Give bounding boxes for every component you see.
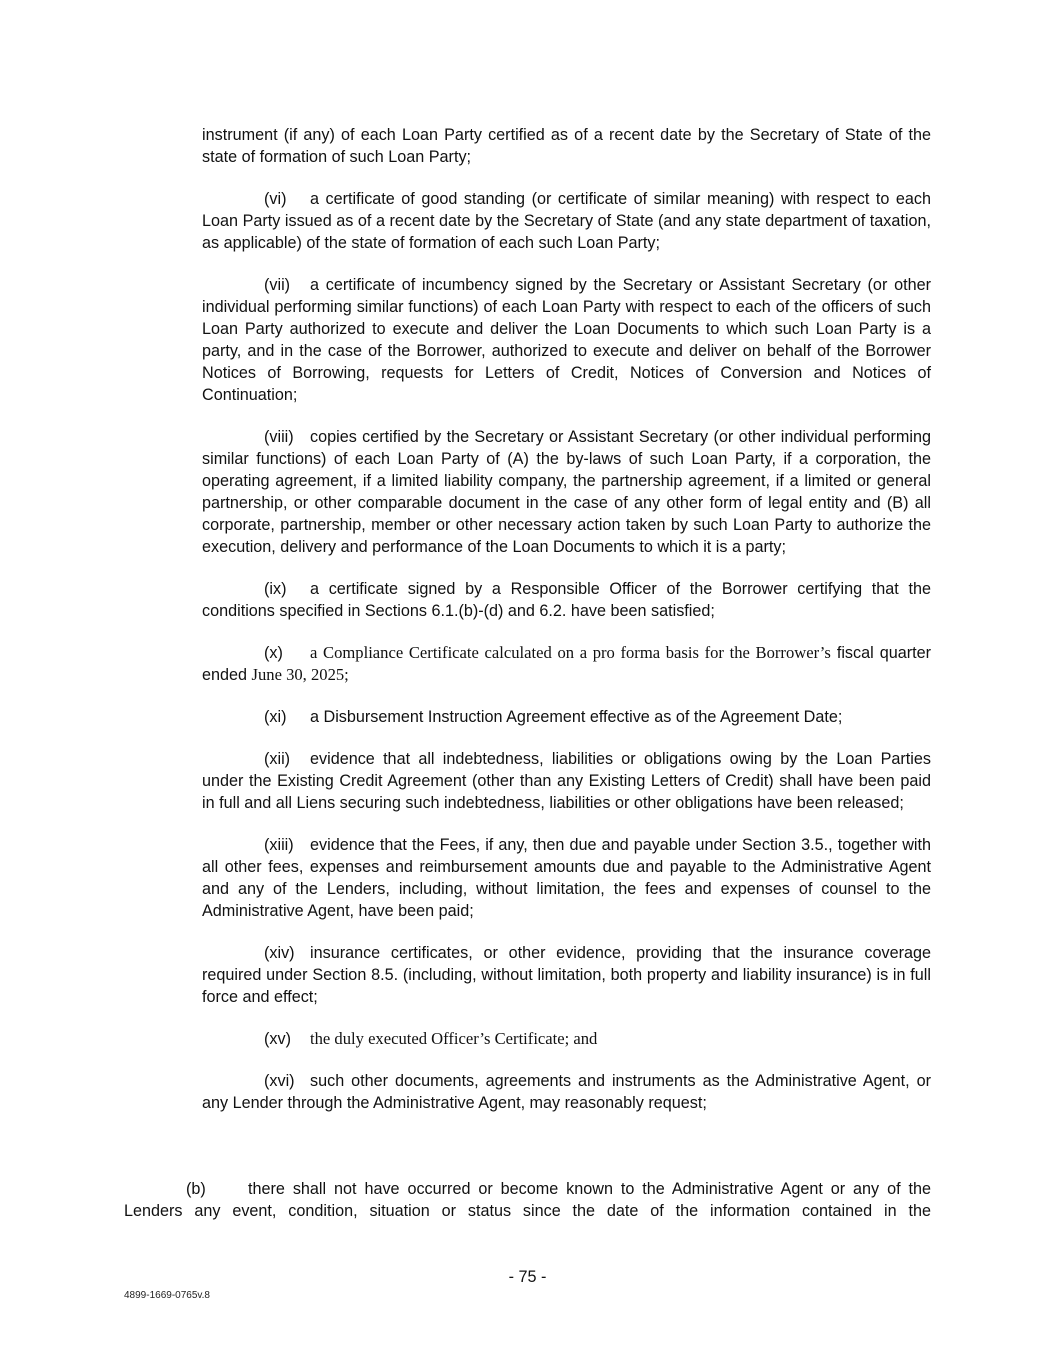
item-text: a certificate of incumbency signed by the Secretary or Assistant Secretary (or other individual performing similar functions) of each Loan Party with respect to each of the officers of such Loan Party authorized to execute and deliver the Loan Documents to which such Loan Party is a party, and in the case of the Borrower, authorized to execute and deliver on behalf of the Borrower Notices of Borrowing, requests for Letters of Credit, Notices of Conversion and Notices of Continuation;: [202, 276, 931, 404]
item-xi: [202, 706, 931, 728]
item-text: a certificate of good standing (or certificate of similar meaning) with respect to each Loan Party issued as of a recent date by the Secretary of State (and any state department of taxation, as applicable) of the state of formation of each such Loan Party;: [202, 190, 931, 252]
clause-number: (b): [186, 1180, 206, 1198]
item-text: insurance certificates, or other evidence, providing that the insurance coverage required under Section 8.5. (including, without limitation, both property and liability insurance) is in full force and effect;: [202, 944, 931, 1006]
item-text: evidence that all indebtedness, liabilities or obligations owing by the Loan Parties under the Existing Credit Agreement (other than any Existing Letters of Credit) shall have been paid in full and all Liens securing such indebtedness, liabilities or other obligations have been released;: [202, 750, 931, 812]
item-number: (xii): [264, 750, 291, 768]
item-number: (xiv): [264, 944, 295, 962]
item-ix: [202, 578, 931, 622]
item-number: (xv): [264, 1030, 291, 1048]
document-id: 4899-1669-0765v.8: [124, 1290, 210, 1301]
item-xiv: [202, 942, 931, 1008]
clause-line-1: there shall not have occurred or become known to the Administrative Agent or any of the: [248, 1180, 931, 1198]
item-text: such other documents, agreements and instruments as the Administrative Agent, or any Lender through the Administrative Agent, may reasonably request;: [202, 1072, 931, 1112]
item-number: (xi): [264, 708, 287, 726]
item-number: (x): [264, 644, 283, 662]
item-viii: [202, 426, 931, 558]
document-body: [202, 124, 931, 1134]
item-number: (xiii): [264, 836, 294, 854]
item-number: (ix): [264, 580, 287, 598]
item-vi: [202, 188, 931, 254]
item-number: (vii): [264, 276, 291, 294]
clause-line-2: Lenders any event, condition, situation or status since the date of the information contained in the: [124, 1202, 931, 1220]
item-x: [202, 642, 931, 686]
item-text: a Disbursement Instruction Agreement effective as of the Agreement Date;: [310, 708, 843, 726]
item-text-serif: a Compliance Certificate calculated on a pro forma basis for the Borrower’s: [310, 643, 831, 662]
item-xv: [202, 1028, 931, 1050]
item-text: a certificate signed by a Responsible Officer of the Borrower certifying that the conditions specified in Sections 6.1.(b)-(d) and 6.2. have been satisfied;: [202, 580, 931, 620]
item-text: evidence that the Fees, if any, then due and payable under Section 3.5., together with all other fees, expenses and reimbursement amounts due and payable to the Administrative Agent and any of the Lenders, including, without limitation, the fees and expenses of counsel to the Administrative Agent, have been paid;: [202, 836, 931, 920]
item-xiii: [202, 834, 931, 922]
item-text: copies certified by the Secretary or Assistant Secretary (or other individual performing similar functions) of each Loan Party of (A) the by-laws of such Loan Party, if a corporation, the operating agreement, if a limited liability company, the partnership agreement, if a limited or general partnership, or other comparable document in the case of any other form of legal entity and (B) all corporate, partnership, member or other necessary action taken by such Loan Party to authorize the execution, delivery and performance of the Loan Documents to which it is a party;: [202, 428, 931, 556]
item-text-date: June 30, 2025;: [251, 665, 349, 684]
clause-b: [124, 1178, 931, 1222]
item-number: (viii): [264, 428, 294, 446]
item-text: fiscal quarter ended: [202, 644, 932, 684]
item-vii: [202, 274, 931, 406]
item-xii: [202, 748, 931, 814]
item-xvi: [202, 1070, 931, 1114]
page-number: - 75 -: [508, 1268, 547, 1286]
item-number: (vi): [264, 190, 287, 208]
intro-continuation: instrument (if any) of each Loan Party certified as of a recent date by the Secretary of State of the state of formation of such Loan Party;: [202, 126, 931, 166]
item-number: (xvi): [264, 1072, 295, 1090]
item-text-serif: the duly executed Officer’s Certificate; and: [310, 1029, 598, 1048]
